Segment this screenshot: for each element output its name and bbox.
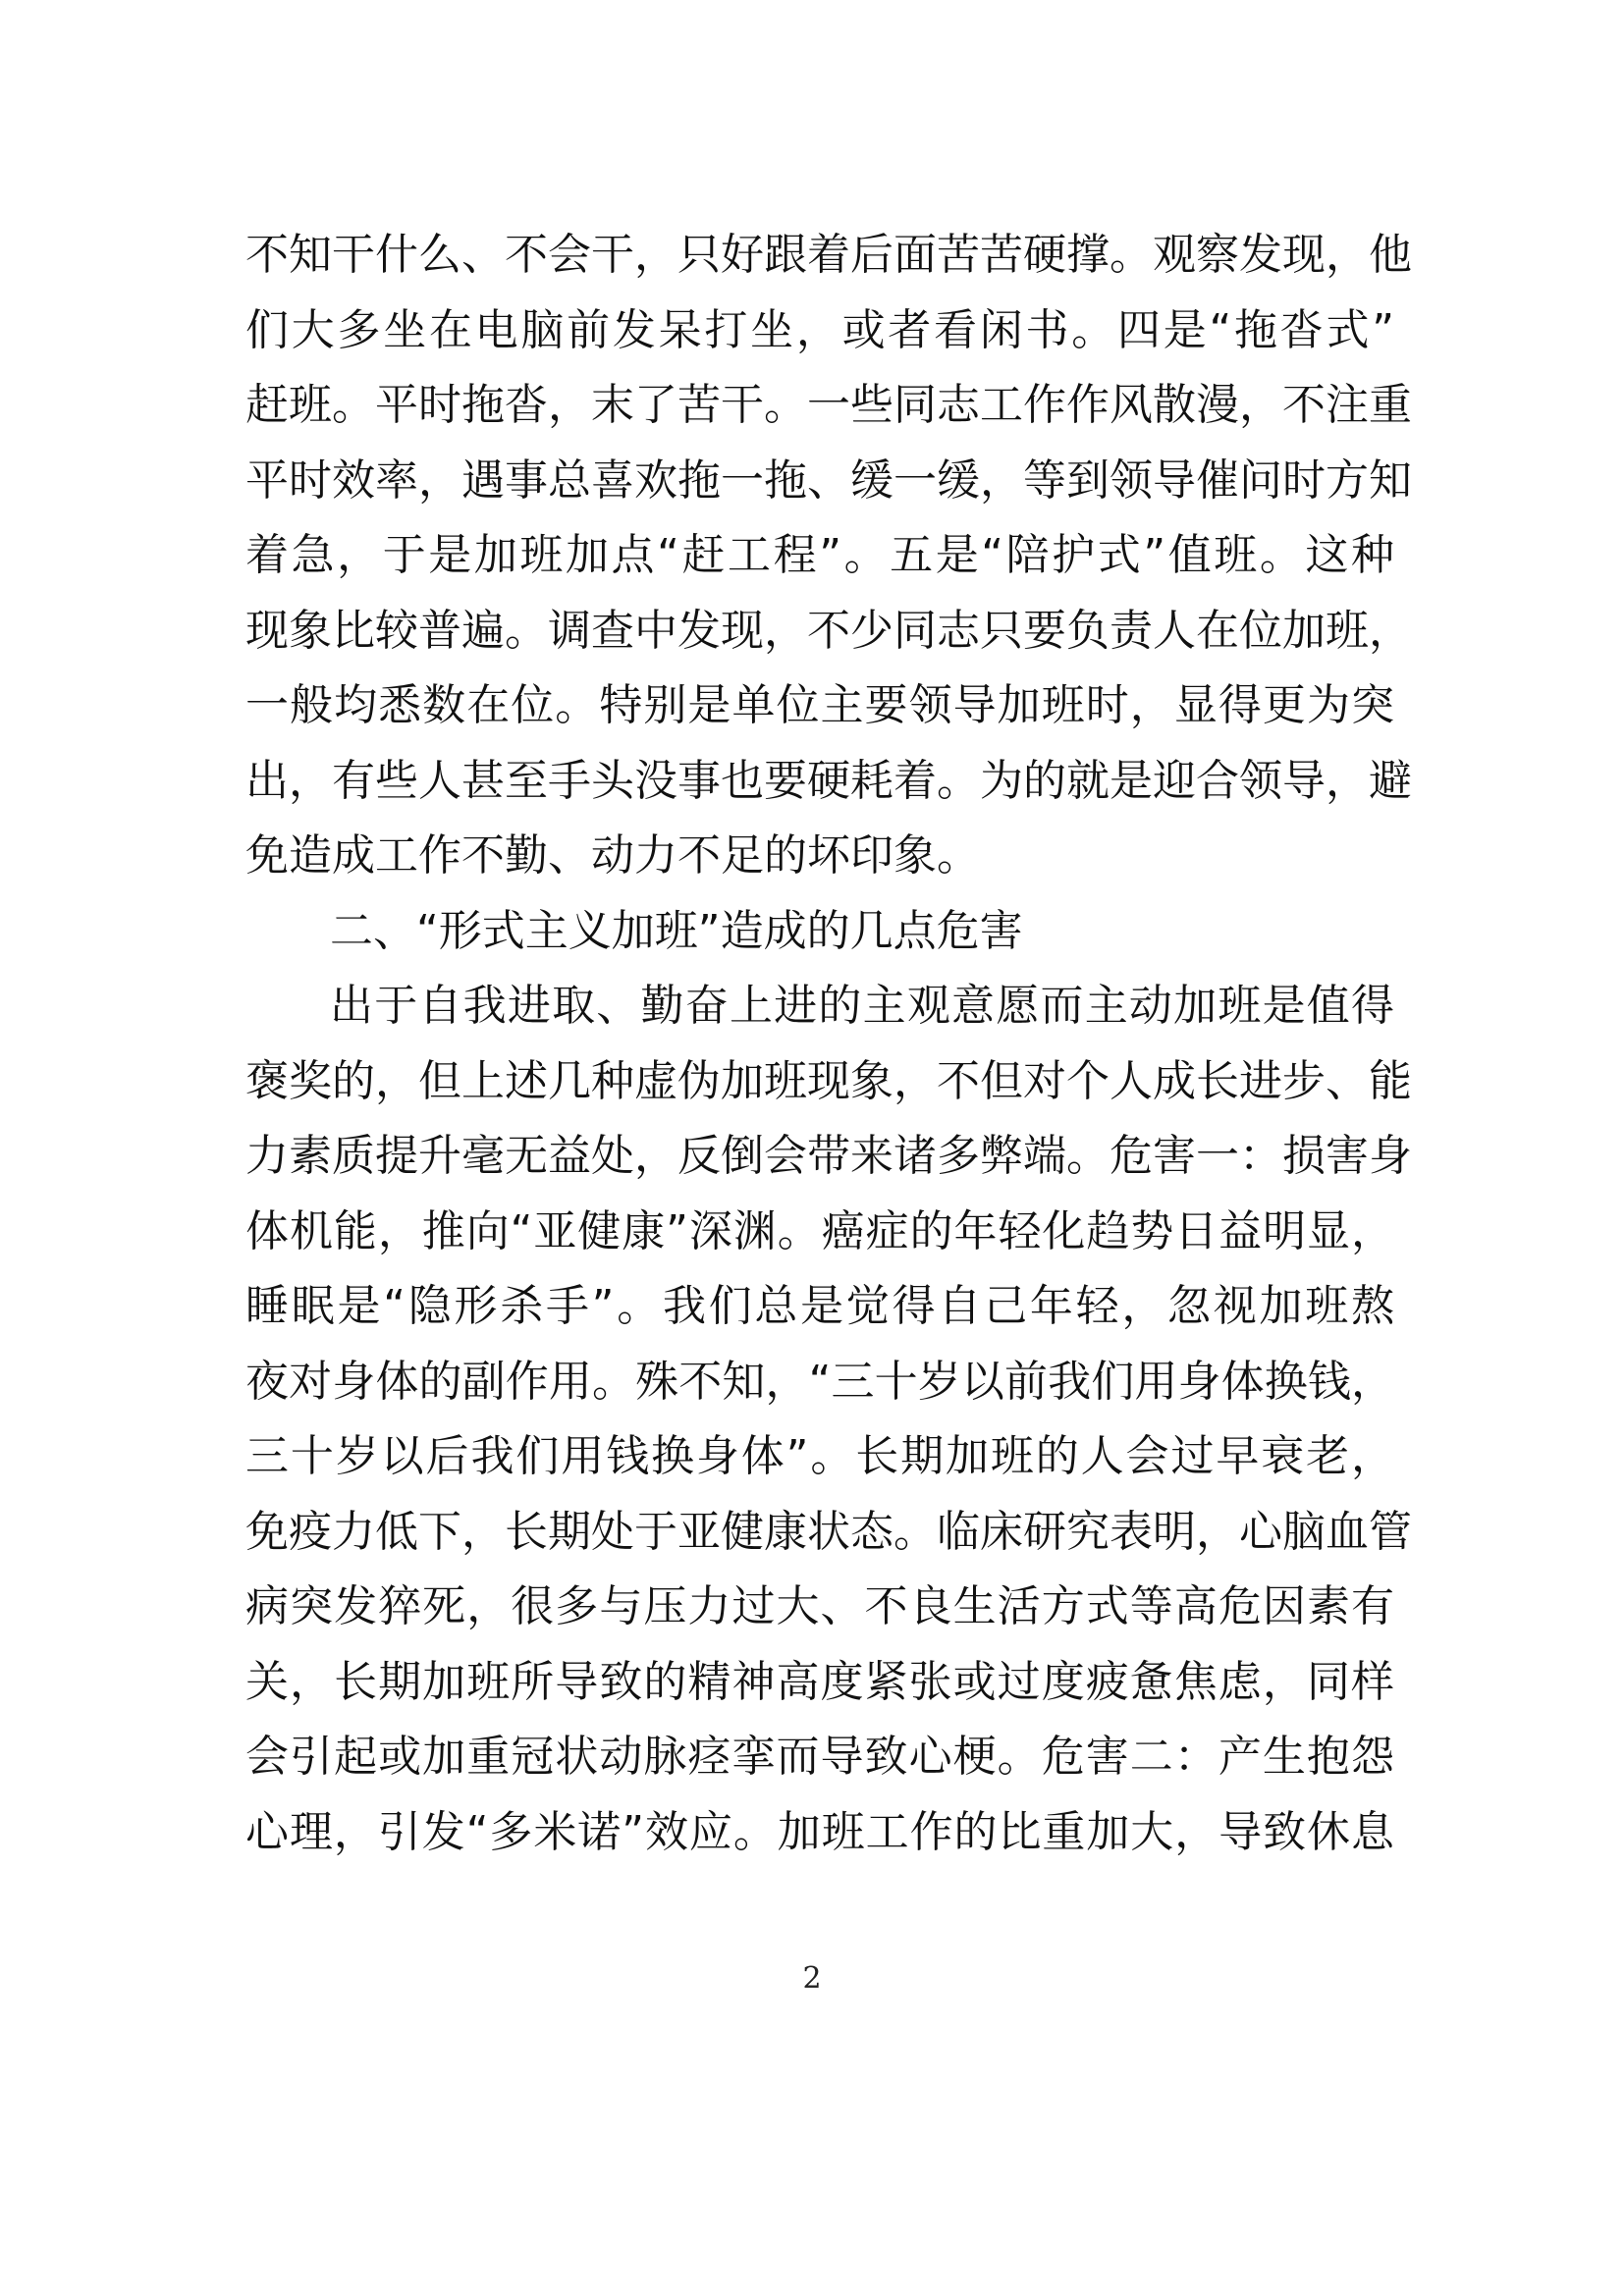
text-line: 夜对身体的副作用。殊不知，“三十岁以前我们用身体换钱， [245,1356,1394,1407]
text-line: 病突发猝死，很多与压力过大、不良生活方式等高危因素有 [245,1581,1394,1631]
text-line: 三十岁以后我们用钱换身体”。长期加班的人会过早衰老， [245,1431,1394,1481]
text-line: 免造成工作不勤、动力不足的坏印象。 [245,830,980,881]
text-line: 心理，引发“多米诺”效应。加班工作的比重加大，导致休息 [245,1806,1394,1857]
text-line: 关，长期加班所导致的精神高度紧张或过度疲惫焦虑，同样 [245,1656,1394,1707]
text-line: 出，有些人甚至手头没事也要硬耗着。为的就是迎合领导，避 [245,755,1412,806]
page-number: 2 [802,1961,822,1996]
text-line: 着急，于是加班加点“赶工程”。五是“陪护式”值班。这种 [245,530,1394,580]
section-heading: 二、“形式主义加班”造成的几点危害 [330,905,1023,956]
text-line: 现象比较普遍。调查中发现，不少同志只要负责人在位加班， [245,605,1412,656]
text-line: 一般均悉数在位。特别是单位主要领导加班时，显得更为突 [245,680,1394,730]
text-line: 们大多坐在电脑前发呆打坐，或者看闲书。四是“拖沓式” [245,304,1394,355]
text-line: 免疫力低下，长期处于亚健康状态。临床研究表明，心脑血管 [245,1506,1412,1557]
text-line: 睡眠是“隐形杀手”。我们总是觉得自己年轻，忽视加班熬 [245,1281,1394,1331]
text-line: 平时效率，遇事总喜欢拖一拖、缓一缓，等到领导催问时方知 [245,454,1412,506]
text-line: 不知干什么、不会干，只好跟着后面苦苦硬撑。观察发现，他 [245,230,1412,280]
text-line: 褒奖的，但上述几种虚伪加班现象，不但对个人成长进步、能 [245,1055,1412,1106]
text-line: 赶班。平时拖沓，末了苦干。一些同志工作作风散漫，不注重 [245,380,1412,430]
text-line: 体机能，推向“亚健康”深渊。癌症的年轻化趋势日益明显， [245,1205,1394,1256]
body-text [245,218,1412,1870]
text-line: 出于自我进取、勤奋上进的主观意愿而主动加班是值得 [330,981,1394,1031]
text-line: 会引起或加重冠状动脉痉挛而导致心梗。危害二：产生抱怨 [245,1732,1394,1782]
text-line: 力素质提升毫无益处，反倒会带来诸多弊端。危害一：损害身 [245,1131,1412,1181]
